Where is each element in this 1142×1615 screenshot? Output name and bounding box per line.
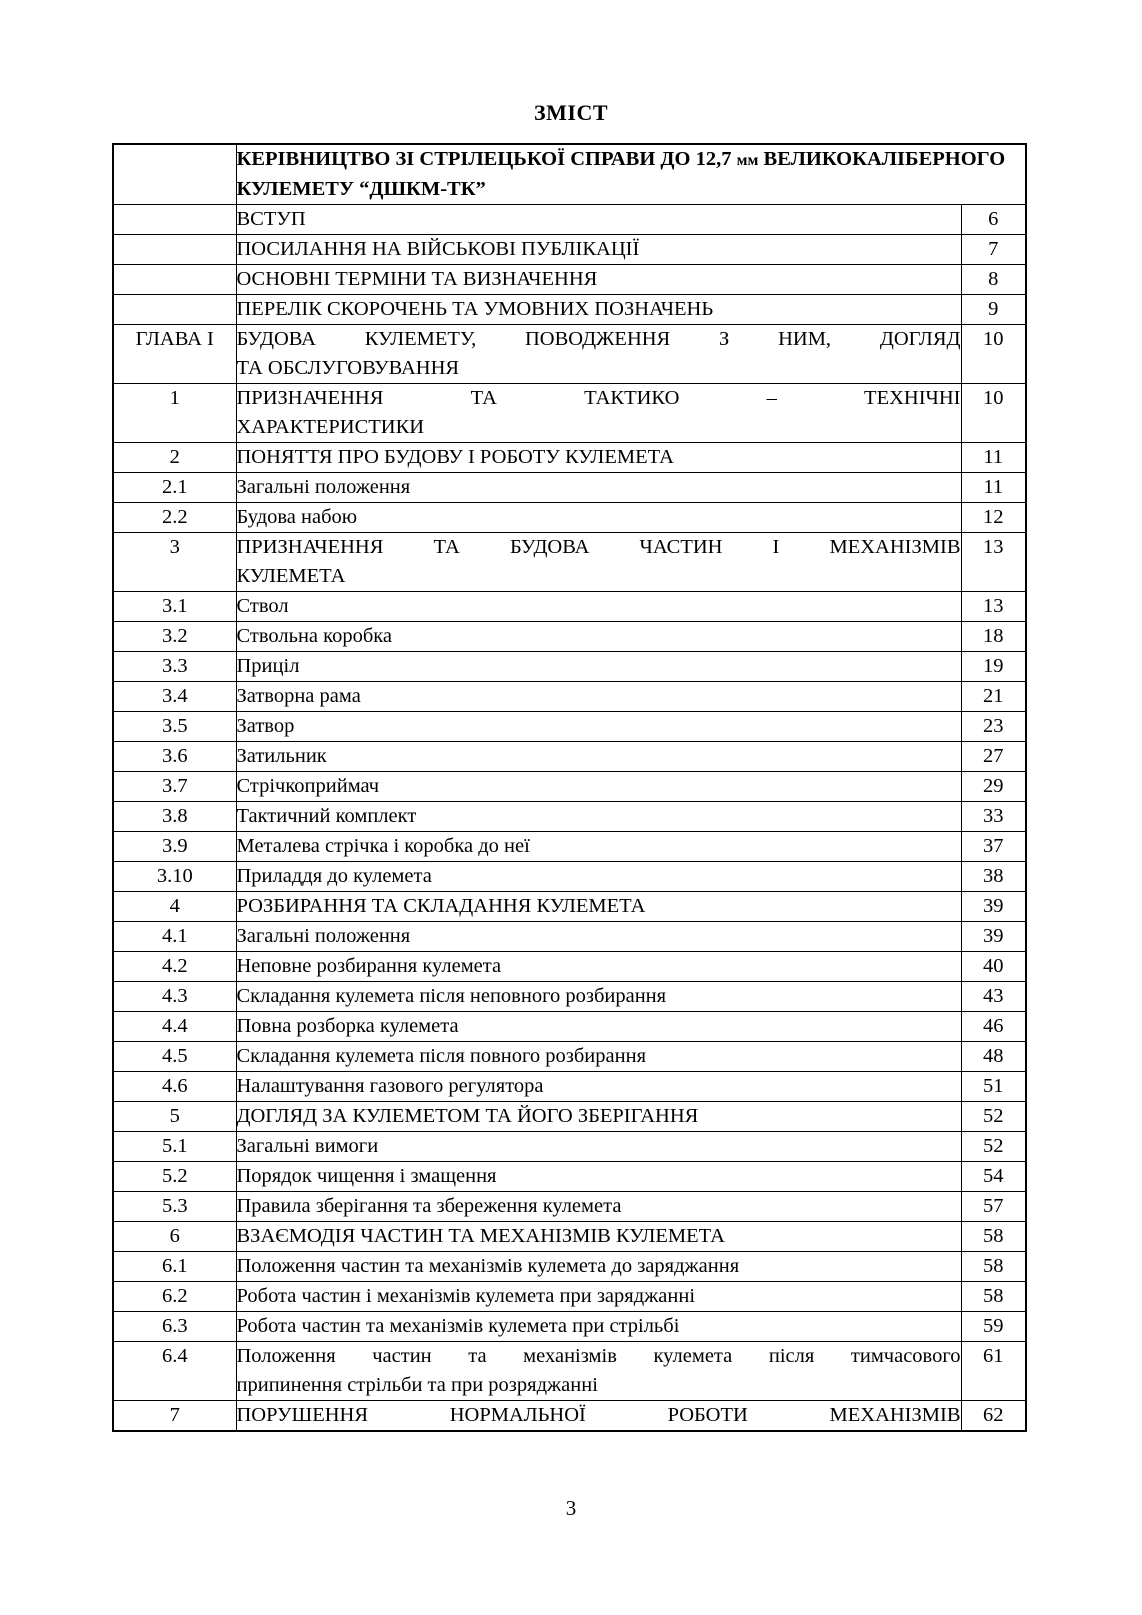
toc-row-title-line: ОСНОВНІ ТЕРМІНИ ТА ВИЗНАЧЕННЯ bbox=[236, 268, 598, 290]
toc-row-title-line: ТА ОБСЛУГОВУВАННЯ bbox=[236, 357, 460, 379]
table-row bbox=[113, 1282, 1026, 1312]
toc-row-title-line: Загальні положення bbox=[236, 925, 411, 947]
toc-row-title-line: Затворна рама bbox=[236, 685, 361, 707]
banner-line-2: ВЕЛИКОКАЛІБЕРНОГО КУЛЕМЕТУ “ДШКМ-ТК” bbox=[236, 148, 1006, 200]
toc-row-page: 7 bbox=[961, 235, 1026, 265]
table-row bbox=[113, 384, 1026, 443]
toc-row-number: ГЛАВА І bbox=[113, 325, 236, 384]
banner-number-cell bbox=[113, 144, 236, 205]
toc-row-page: 57 bbox=[961, 1192, 1026, 1222]
toc-row-title-line: ВЗАЄМОДІЯ ЧАСТИН ТА МЕХАНІЗМІВ КУЛЕМЕТА bbox=[236, 1225, 725, 1247]
toc-row-title bbox=[236, 265, 961, 295]
toc-row-page: 43 bbox=[961, 982, 1026, 1012]
toc-row-number bbox=[113, 295, 236, 325]
toc-row-title-line: КУЛЕМЕТА bbox=[236, 565, 346, 587]
toc-row-title bbox=[236, 862, 961, 892]
toc-row-number: 6.2 bbox=[113, 1282, 236, 1312]
toc-row-title-line: ПРИЗНАЧЕННЯ ТА ТАКТИКО – ТЕХНІЧНІ bbox=[236, 387, 961, 409]
toc-row-title-line: Приціл bbox=[236, 655, 300, 677]
toc-row-title bbox=[236, 1102, 961, 1132]
toc-banner-row bbox=[113, 144, 1026, 205]
toc-row-number: 5.1 bbox=[113, 1132, 236, 1162]
toc-row-page: 11 bbox=[961, 443, 1026, 473]
toc-row-title-line: Приладдя до кулемета bbox=[236, 865, 432, 887]
toc-row-title bbox=[236, 622, 961, 652]
toc-row-title bbox=[236, 473, 961, 503]
toc-row-title-line: Тактичний комплект bbox=[236, 805, 417, 827]
toc-row-title-line: Складання кулемета після неповного розбирання bbox=[236, 985, 667, 1007]
toc-row-number bbox=[113, 235, 236, 265]
toc-row-number: 2.1 bbox=[113, 473, 236, 503]
toc-row-title bbox=[236, 1342, 961, 1401]
toc-row-title-line: ПОНЯТТЯ ПРО БУДОВУ І РОБОТУ КУЛЕМЕТА bbox=[236, 446, 674, 468]
toc-row-title bbox=[236, 922, 961, 952]
toc-row-title-line: ПРИЗНАЧЕННЯ ТА БУДОВА ЧАСТИН І МЕХАНІЗМІВ bbox=[236, 536, 961, 558]
toc-row-page: 18 bbox=[961, 622, 1026, 652]
toc-row-page: 39 bbox=[961, 922, 1026, 952]
table-row bbox=[113, 295, 1026, 325]
toc-row-number: 3.5 bbox=[113, 712, 236, 742]
table-row bbox=[113, 922, 1026, 952]
table-row bbox=[113, 742, 1026, 772]
table-row bbox=[113, 235, 1026, 265]
table-of-contents bbox=[112, 143, 1025, 1432]
toc-row-page: 51 bbox=[961, 1072, 1026, 1102]
table-row bbox=[113, 265, 1026, 295]
toc-row-title-line: Робота частин і механізмів кулемета при заряджанні bbox=[236, 1285, 696, 1307]
table-row bbox=[113, 1102, 1026, 1132]
toc-row-page: 13 bbox=[961, 533, 1026, 592]
toc-row-number: 4.2 bbox=[113, 952, 236, 982]
toc-row-title-line: ПЕРЕЛІК СКОРОЧЕНЬ ТА УМОВНИХ ПОЗНАЧЕНЬ bbox=[236, 298, 714, 320]
table-row bbox=[113, 1342, 1026, 1401]
toc-row-number: 3.4 bbox=[113, 682, 236, 712]
toc-row-page: 33 bbox=[961, 802, 1026, 832]
toc-row-title-line: Складання кулемета після повного розбирання bbox=[236, 1045, 646, 1067]
toc-row-page: 52 bbox=[961, 1132, 1026, 1162]
banner-line-1-main: КЕРІВНИЦТВО ЗІ СТРІЛЕЦЬКОЇ СПРАВИ ДО 12,7 bbox=[236, 148, 737, 170]
toc-row-title-line: Ствол bbox=[236, 595, 289, 617]
table-row bbox=[113, 682, 1026, 712]
toc-row-title-line: РОЗБИРАННЯ ТА СКЛАДАННЯ КУЛЕМЕТА bbox=[236, 895, 646, 917]
table-row bbox=[113, 1252, 1026, 1282]
table-row bbox=[113, 1312, 1026, 1342]
toc-row-page: 29 bbox=[961, 772, 1026, 802]
toc-row-title bbox=[236, 712, 961, 742]
toc-row-title-line: БУДОВА КУЛЕМЕТУ, ПОВОДЖЕННЯ З НИМ, ДОГЛЯД bbox=[236, 328, 961, 350]
toc-row-page: 37 bbox=[961, 832, 1026, 862]
toc-row-page: 9 bbox=[961, 295, 1026, 325]
toc-row-title-line: ПОРУШЕННЯ НОРМАЛЬНОЇ РОБОТИ МЕХАНІЗМІВ bbox=[236, 1404, 961, 1426]
toc-row-title-line: припинення стрільби та при розряджанні bbox=[236, 1374, 598, 1396]
table-row bbox=[113, 622, 1026, 652]
toc-row-page: 11 bbox=[961, 473, 1026, 503]
toc-row-title bbox=[236, 1222, 961, 1252]
table-row bbox=[113, 862, 1026, 892]
toc-table bbox=[112, 143, 1027, 1432]
toc-row-title-line: ПОСИЛАННЯ НА ВІЙСЬКОВІ ПУБЛІКАЦІЇ bbox=[236, 238, 640, 260]
toc-row-number bbox=[113, 265, 236, 295]
table-row bbox=[113, 1072, 1026, 1102]
toc-row-number: 1 bbox=[113, 384, 236, 443]
toc-row-title bbox=[236, 1012, 961, 1042]
toc-row-title bbox=[236, 325, 961, 384]
toc-row-page: 10 bbox=[961, 325, 1026, 384]
toc-row-title bbox=[236, 443, 961, 473]
toc-row-title bbox=[236, 1252, 961, 1282]
toc-row-title-line: Стрічкоприймач bbox=[236, 775, 380, 797]
table-row bbox=[113, 325, 1026, 384]
table-row bbox=[113, 1132, 1026, 1162]
toc-row-title bbox=[236, 1072, 961, 1102]
toc-row-page: 38 bbox=[961, 862, 1026, 892]
table-row bbox=[113, 952, 1026, 982]
toc-row-number: 4.6 bbox=[113, 1072, 236, 1102]
table-row bbox=[113, 712, 1026, 742]
toc-row-number: 4.1 bbox=[113, 922, 236, 952]
table-row bbox=[113, 1162, 1026, 1192]
toc-row-page: 61 bbox=[961, 1342, 1026, 1401]
page-title: ЗМІСТ bbox=[534, 100, 608, 125]
toc-row-number: 5.2 bbox=[113, 1162, 236, 1192]
toc-row-page: 8 bbox=[961, 265, 1026, 295]
toc-row-number: 3.6 bbox=[113, 742, 236, 772]
table-row bbox=[113, 473, 1026, 503]
toc-row-page: 58 bbox=[961, 1252, 1026, 1282]
toc-row-title bbox=[236, 832, 961, 862]
table-row bbox=[113, 652, 1026, 682]
banner-line-1-unit: мм bbox=[736, 152, 759, 169]
toc-row-number: 3.3 bbox=[113, 652, 236, 682]
toc-row-page: 6 bbox=[961, 205, 1026, 235]
toc-row-title bbox=[236, 652, 961, 682]
toc-row-title-line: Положення частин та механізмів кулемета після тимчасового bbox=[236, 1345, 961, 1367]
table-row bbox=[113, 205, 1026, 235]
toc-row-number: 7 bbox=[113, 1401, 236, 1432]
toc-row-title bbox=[236, 592, 961, 622]
table-row bbox=[113, 443, 1026, 473]
toc-row-title-line: Затвор bbox=[236, 715, 295, 737]
table-row bbox=[113, 1222, 1026, 1252]
table-row bbox=[113, 1401, 1026, 1432]
toc-row-page: 39 bbox=[961, 892, 1026, 922]
toc-row-title bbox=[236, 952, 961, 982]
toc-row-page: 10 bbox=[961, 384, 1026, 443]
toc-row-number: 5 bbox=[113, 1102, 236, 1132]
toc-row-title bbox=[236, 802, 961, 832]
toc-row-title-line: Ствольна коробка bbox=[236, 625, 393, 647]
toc-row-title-line: ХАРАКТЕРИСТИКИ bbox=[236, 416, 425, 438]
toc-row-number: 3.9 bbox=[113, 832, 236, 862]
toc-row-title-line: Загальні вимоги bbox=[236, 1135, 379, 1157]
table-row bbox=[113, 592, 1026, 622]
table-row bbox=[113, 892, 1026, 922]
table-row bbox=[113, 503, 1026, 533]
toc-row-page: 27 bbox=[961, 742, 1026, 772]
table-row bbox=[113, 1042, 1026, 1072]
banner-line-1 bbox=[237, 148, 759, 170]
toc-row-page: 21 bbox=[961, 682, 1026, 712]
toc-row-title bbox=[236, 1132, 961, 1162]
toc-row-number: 4.5 bbox=[113, 1042, 236, 1072]
toc-row-title-line: Неповне розбирання кулемета bbox=[236, 955, 502, 977]
toc-row-title-line: Загальні положення bbox=[236, 476, 411, 498]
toc-row-number: 2.2 bbox=[113, 503, 236, 533]
table-row bbox=[113, 802, 1026, 832]
table-row bbox=[113, 1192, 1026, 1222]
toc-row-page: 59 bbox=[961, 1312, 1026, 1342]
toc-row-number: 4.4 bbox=[113, 1012, 236, 1042]
toc-row-title bbox=[236, 1042, 961, 1072]
toc-row-number: 6.4 bbox=[113, 1342, 236, 1401]
toc-row-title bbox=[236, 1401, 961, 1432]
toc-row-title bbox=[236, 1282, 961, 1312]
toc-row-number: 4.3 bbox=[113, 982, 236, 1012]
toc-row-title-line: Металева стрічка і коробка до неї bbox=[236, 835, 530, 857]
toc-row-number: 4 bbox=[113, 892, 236, 922]
table-row bbox=[113, 1012, 1026, 1042]
toc-row-title bbox=[236, 982, 961, 1012]
toc-row-title bbox=[236, 742, 961, 772]
toc-row-title bbox=[236, 1312, 961, 1342]
toc-row-page: 54 bbox=[961, 1162, 1026, 1192]
toc-row-page: 62 bbox=[961, 1401, 1026, 1432]
toc-row-number: 6 bbox=[113, 1222, 236, 1252]
toc-row-title bbox=[236, 772, 961, 802]
toc-row-number: 2 bbox=[113, 443, 236, 473]
page-number-footer: 3 bbox=[565, 1496, 577, 1520]
toc-row-page: 46 bbox=[961, 1012, 1026, 1042]
toc-row-page: 58 bbox=[961, 1222, 1026, 1252]
table-row bbox=[113, 533, 1026, 592]
toc-row-number: 6.1 bbox=[113, 1252, 236, 1282]
toc-row-number: 6.3 bbox=[113, 1312, 236, 1342]
toc-row-number: 3 bbox=[113, 533, 236, 592]
toc-row-title-line: Робота частин та механізмів кулемета при стрільбі bbox=[236, 1315, 680, 1337]
toc-row-title-line: Порядок чищення і змащення bbox=[236, 1165, 497, 1187]
table-row bbox=[113, 982, 1026, 1012]
toc-row-page: 48 bbox=[961, 1042, 1026, 1072]
toc-row-page: 58 bbox=[961, 1282, 1026, 1312]
toc-row-page: 52 bbox=[961, 1102, 1026, 1132]
toc-row-page: 23 bbox=[961, 712, 1026, 742]
toc-row-number: 3.1 bbox=[113, 592, 236, 622]
table-row bbox=[113, 772, 1026, 802]
banner-title-cell bbox=[236, 144, 1026, 205]
toc-row-page: 13 bbox=[961, 592, 1026, 622]
toc-row-title-line: Будова набою bbox=[236, 506, 358, 528]
toc-row-number: 5.3 bbox=[113, 1192, 236, 1222]
toc-row-title bbox=[236, 682, 961, 712]
toc-row-title bbox=[236, 503, 961, 533]
toc-row-number: 3.8 bbox=[113, 802, 236, 832]
toc-row-title bbox=[236, 235, 961, 265]
toc-row-title bbox=[236, 384, 961, 443]
toc-row-title bbox=[236, 205, 961, 235]
toc-row-title-line: Затильник bbox=[236, 745, 327, 767]
toc-row-title-line: Положення частин та механізмів кулемета до заряджання bbox=[236, 1255, 740, 1277]
toc-row-number bbox=[113, 205, 236, 235]
toc-row-title-line: Правила зберігання та збереження кулемета bbox=[236, 1195, 622, 1217]
toc-row-page: 19 bbox=[961, 652, 1026, 682]
toc-row-title-line: ДОГЛЯД ЗА КУЛЕМЕТОМ ТА ЙОГО ЗБЕРІГАННЯ bbox=[236, 1105, 699, 1127]
toc-row-number: 3.2 bbox=[113, 622, 236, 652]
toc-row-title-line: ВСТУП bbox=[236, 208, 306, 230]
toc-row-page: 12 bbox=[961, 503, 1026, 533]
toc-row-title-line: Повна розборка кулемета bbox=[236, 1015, 459, 1037]
toc-row-number: 3.7 bbox=[113, 772, 236, 802]
toc-row-title bbox=[236, 1162, 961, 1192]
table-row bbox=[113, 832, 1026, 862]
toc-row-number: 3.10 bbox=[113, 862, 236, 892]
toc-row-title bbox=[236, 533, 961, 592]
toc-row-page: 40 bbox=[961, 952, 1026, 982]
toc-row-title bbox=[236, 295, 961, 325]
toc-row-title bbox=[236, 1192, 961, 1222]
toc-row-title-line: Налаштування газового регулятора bbox=[236, 1075, 544, 1097]
toc-row-title bbox=[236, 892, 961, 922]
